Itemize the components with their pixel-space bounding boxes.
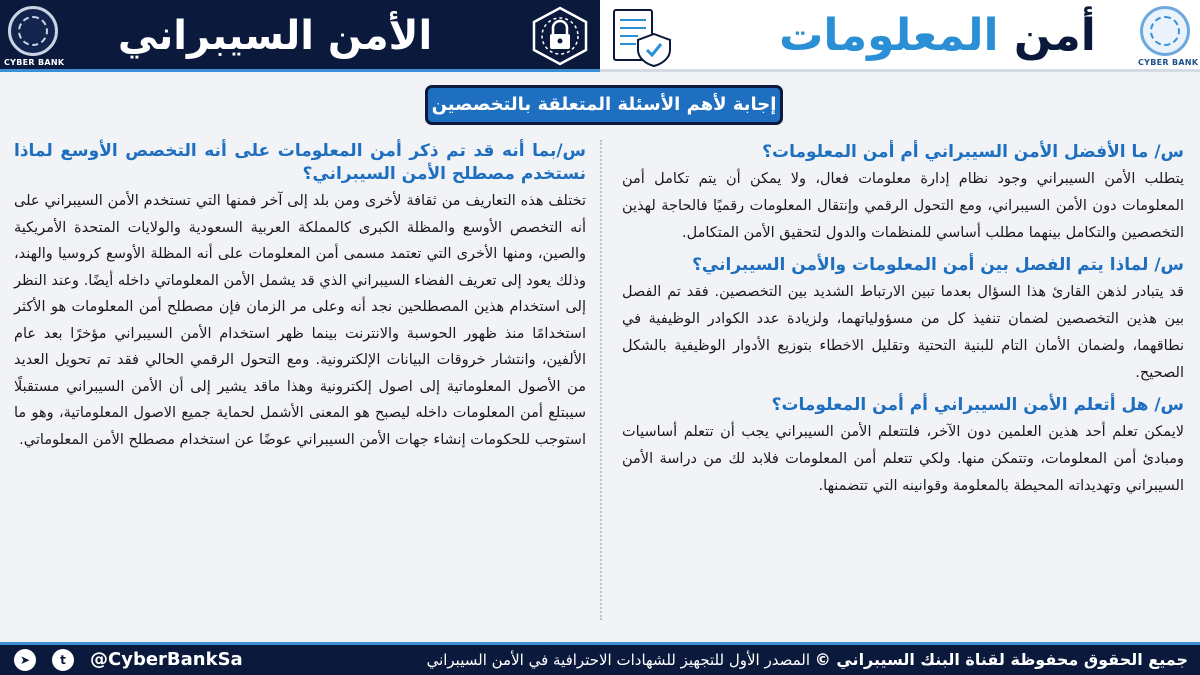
twitter-icon[interactable]: t bbox=[52, 649, 74, 671]
qa-block bbox=[14, 140, 586, 453]
title-cybersecurity: الأمن السيبراني bbox=[117, 13, 433, 59]
question-heading: س/ لماذا يتم الفصل بين أمن المعلومات والأمن السيبراني؟ bbox=[692, 255, 1184, 275]
qa-block bbox=[622, 140, 1184, 247]
title-info-accent: المعلومات bbox=[779, 10, 999, 61]
answer-paragraph: يتطلب الأمن السيبراني وجود نظام إدارة معلومات فعال، ولا يمكن أن يتم تكامل أمن المعلومات دون الأمن السيبراني، ومع التحول الرقمي وإنتقال المعلومات رقميًا فالحاجة لهذين التخصصين والتكامل بينهما مطلب أساسي للمنظمات والدول لتحقيق الأمن المتكامل. bbox=[622, 171, 1184, 241]
question-heading: س/بما أنه قد تم ذكر أمن المعلومات على أنه التخصص الأوسع لماذا نستخدم مصطلح الأمن السيبراني؟ bbox=[14, 141, 586, 184]
left-column bbox=[14, 140, 586, 459]
subtitle-banner: إجابة لأهم الأسئلة المتعلقة بالتخصصين bbox=[428, 88, 780, 122]
question-heading: س/ ما الأفضل الأمن السيبراني أم أمن المعلومات؟ bbox=[762, 142, 1184, 162]
answer-paragraph: تختلف هذه التعاريف من ثقافة لأخرى ومن بلد إلى آخر فمنها التي تستخدم الأمن السيبراني على أنه التخصص الأوسع والمظلة الكبرى كالمملكة العربية السعودية والولايات المتحدة الأمريكية والصين، ومنها الأخرى التي تعتمد مسمى أمن المعلومات على أنه المظلة الأوسع كروسيا والهند، وذلك يعود إلى تعريف الفضاء السيبراني الذي قد يشمل الأمن المعلوماتي داخله أيضًا. وعند النظر إلى استخدام هذين المصطلحين نجد أنه وعلى مر الزمان فإن مصطلح أمن المعلومات هو الأكثر استخدامًا منذ ظهور الحوسبة والانترنت بينما ظهر استخدام الأمن السيبراني مؤخرًا بعد عام الألفين، وانتشار خروقات البيانات الإلكترونية. ومع التحول الرقمي الحالي فقد تم تحويل العديد من الأصول المعلوماتية إلى اصول إلكترونية وهذا ماقد يشير إلى أن الأمن السيبراني مستقبلًا سيبتلع أمن المعلومات داخله ليصبح هو المعنى الأشمل لحماية جميع الاصول المعلوماتية، وهو ما استوجب للحكومات إنشاء جهات الأمن السيبراني عوضًا عن استخدام مصطلح الأمن المعلوماتي. bbox=[14, 193, 586, 448]
title-info-prefix: أمن bbox=[998, 10, 1096, 61]
qa-block bbox=[622, 393, 1184, 500]
bank-emblem-icon bbox=[1150, 16, 1180, 46]
cyber-bank-logo-left bbox=[8, 6, 58, 56]
logo-caption-left: CYBER BANK bbox=[4, 58, 65, 67]
question-heading: س/ هل أتعلم الأمن السيبراني أم أمن المعلومات؟ bbox=[771, 395, 1184, 415]
footer bbox=[0, 642, 1200, 675]
logo-caption-right: CYBER BANK bbox=[1138, 58, 1199, 67]
social-handle[interactable]: @CyberBankSa bbox=[90, 649, 243, 670]
qa-block bbox=[622, 253, 1184, 387]
footer-copyright bbox=[427, 645, 1188, 675]
padlock-shield-icon bbox=[528, 4, 592, 68]
right-column bbox=[622, 140, 1184, 506]
bank-emblem-icon bbox=[18, 16, 48, 46]
telegram-icon[interactable]: ➤ bbox=[14, 649, 36, 671]
answer-paragraph: لايمكن تعلم أحد هذين العلمين دون الآخر، فلتتعلم الأمن السيبراني يجب أن تتعلم أساسيات ومبادئ أمن المعلومات، وتتمكن منها. ولكي تتعلم أمن المعلومات فلابد لك من دراسة الأمن السيبراني وتهديداته المحيطة بالمعلومة وقوانينه التي تتضمنها. bbox=[622, 424, 1184, 494]
header bbox=[0, 0, 1200, 72]
column-divider bbox=[600, 140, 602, 620]
footer-tagline: المصدر الأول للتجهيز للشهادات الاحترافية في الأمن السيبراني bbox=[426, 651, 815, 669]
title-information-security bbox=[745, 4, 1130, 68]
answer-paragraph: قد يتبادر لذهن القارئ هذا السؤال بعدما تبين الارتباط الشديد بين التخصصين. فقد تم الفصل بين هذين التخصصين لضمان تنفيذ كل من مسؤولياتهما، ولزيادة عدد الكوادر الوظيفية في نطاقهما، ولضمان الأمان التام للبنية التحتية وتقليل الاخطاء بتوزيع الأدوار الوظيفية بالشكل الصحيح. bbox=[622, 284, 1184, 381]
cyber-bank-logo-right bbox=[1140, 6, 1190, 56]
document-shield-icon bbox=[608, 4, 676, 68]
footer-rights: جميع الحقوق محفوظة لقناة البنك السيبراني © bbox=[814, 650, 1188, 669]
